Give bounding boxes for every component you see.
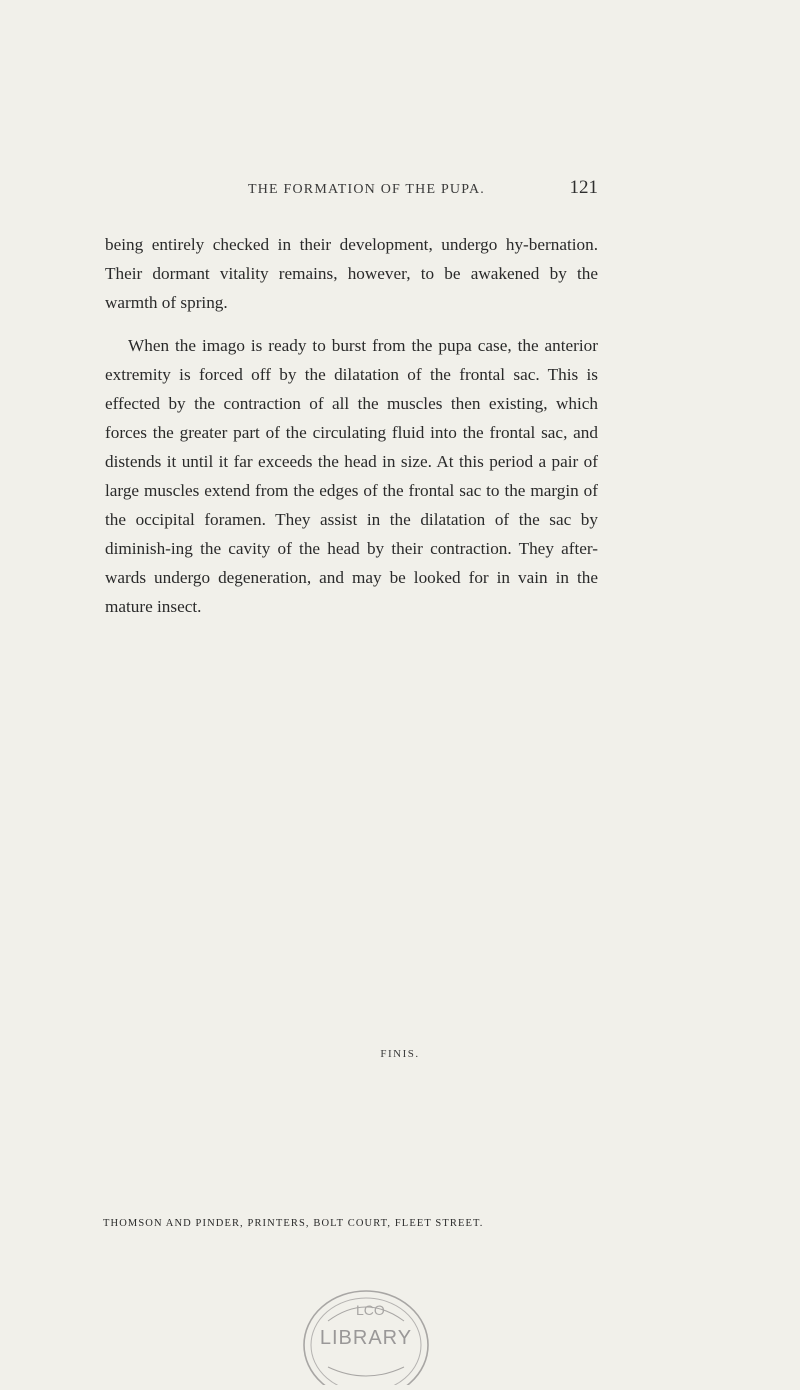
body-text <box>105 230 598 621</box>
page-number: 121 <box>569 177 598 198</box>
paragraph-2: When the imago is ready to burst from the pupa case, the anterior extremity is forced off by the dilatation of the frontal sac. This is effected by the contraction of all the muscles then existing, which forces the greater part of the circulating fluid into the frontal sac, and distends it until it far exceeds the head in size. At this period a pair of large muscles extend from the edges of the frontal sac to the margin of the occipital foramen. They assist in the dilatation of the sac by diminish-ing the cavity of the head by their contraction. They after-wards undergo degeneration, and may be looked for in vain in the mature insect. <box>105 336 598 616</box>
stamp-label: LIBRARY <box>319 1327 413 1349</box>
svg-text:LCO: LCO <box>356 1302 385 1318</box>
running-head <box>248 177 598 202</box>
paragraph-1: being entirely checked in their development, undergo hy-bernation. Their dormant vitality remains, however, to be awakened by the warmth of spring. <box>105 235 598 312</box>
printer-imprint: THOMSON AND PINDER, PRINTERS, BOLT COURT, FLEET STREET. <box>103 1218 484 1229</box>
finis-label: FINIS. <box>380 1048 420 1060</box>
running-title: THE FORMATION OF THE PUPA. <box>248 182 485 197</box>
library-stamp <box>298 1285 434 1369</box>
